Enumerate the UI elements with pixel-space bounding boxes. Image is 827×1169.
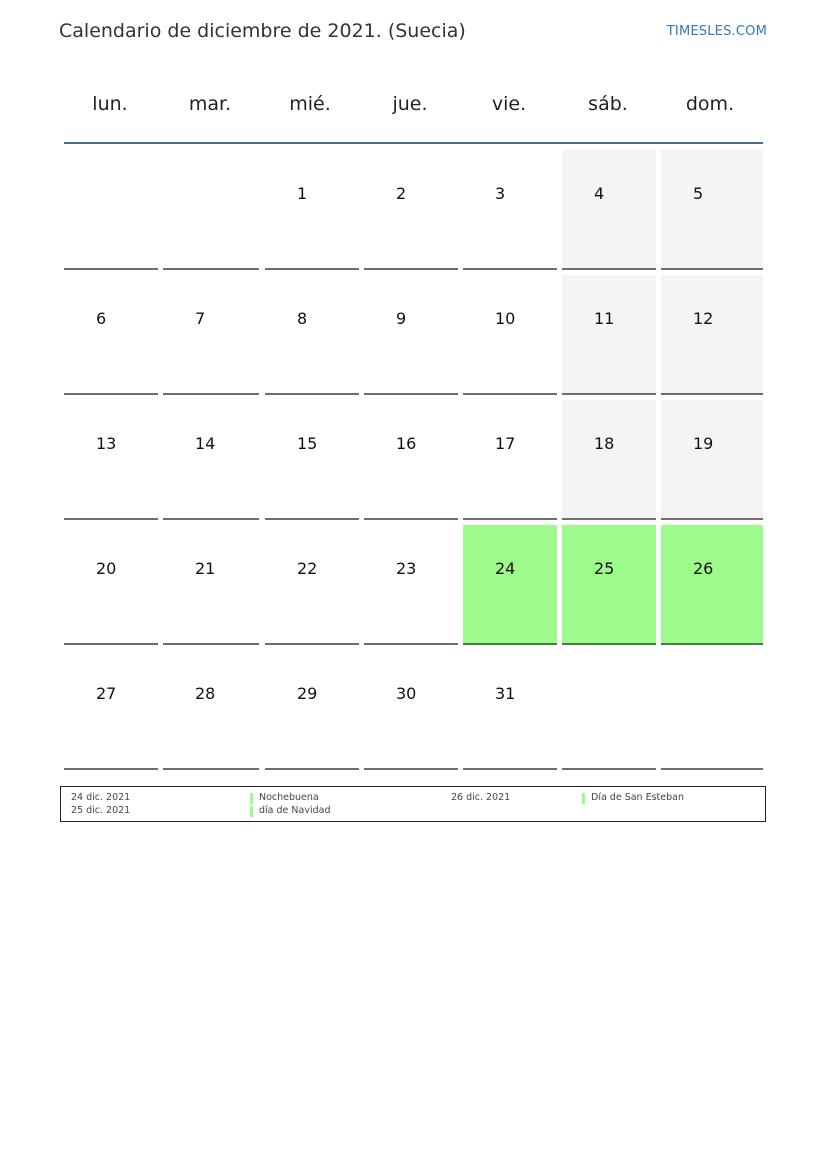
day-number: 10 [495, 309, 516, 328]
weekday-header [62, 78, 765, 130]
day-cell-15[interactable] [265, 400, 359, 520]
day-cell-22[interactable] [265, 525, 359, 645]
day-cell-2[interactable] [364, 150, 458, 270]
day-cell-14[interactable] [163, 400, 259, 520]
day-number: 17 [495, 434, 516, 453]
legend-date: 26 dic. 2021 [451, 792, 511, 803]
day-cell-20[interactable] [64, 525, 158, 645]
day-cell-12[interactable] [661, 275, 763, 395]
day-cell-11[interactable] [562, 275, 656, 395]
day-number: 9 [396, 309, 407, 328]
day-number: 21 [195, 559, 216, 578]
day-cell-1[interactable] [265, 150, 359, 270]
day-cell-23[interactable] [364, 525, 458, 645]
weekday-0: lun. [92, 93, 128, 115]
day-number: 31 [495, 684, 516, 703]
day-cell-19[interactable] [661, 400, 763, 520]
legend-date: 24 dic. 2021 [71, 792, 131, 803]
empty-day-cell [64, 150, 158, 270]
legend-holiday-name: Nochebuena [259, 792, 319, 803]
day-cell-21[interactable] [163, 525, 259, 645]
day-number: 24 [495, 559, 516, 578]
day-number: 16 [396, 434, 417, 453]
day-cell-29[interactable] [265, 650, 359, 770]
day-number: 6 [96, 309, 107, 328]
day-number: 3 [495, 184, 506, 203]
legend-date: 25 dic. 2021 [71, 805, 131, 816]
legend-holiday-name: día de Navidad [259, 805, 331, 816]
weekday-3: jue. [392, 93, 428, 115]
legend-color-marker [582, 793, 585, 804]
day-number: 14 [195, 434, 216, 453]
day-cell-26[interactable] [661, 525, 763, 645]
day-number: 11 [594, 309, 615, 328]
brand-link[interactable]: TIMESLES.COM [666, 24, 767, 39]
day-number: 19 [693, 434, 714, 453]
legend-holiday-name: Día de San Esteban [591, 792, 684, 803]
day-number: 12 [693, 309, 714, 328]
day-cell-25[interactable] [562, 525, 656, 645]
day-number: 7 [195, 309, 206, 328]
header-divider [64, 142, 763, 144]
weekday-6: dom. [685, 93, 735, 115]
day-cell-4[interactable] [562, 150, 656, 270]
empty-day-cell [163, 150, 259, 270]
day-cell-17[interactable] [463, 400, 557, 520]
day-number: 8 [297, 309, 308, 328]
day-cell-16[interactable] [364, 400, 458, 520]
day-number: 25 [594, 559, 615, 578]
day-cell-5[interactable] [661, 150, 763, 270]
day-cell-24[interactable] [463, 525, 557, 645]
weekday-1: mar. [188, 93, 232, 115]
day-number: 2 [396, 184, 407, 203]
day-number: 5 [693, 184, 704, 203]
weekday-2: mié. [289, 93, 331, 115]
day-number: 20 [96, 559, 117, 578]
day-number: 13 [96, 434, 117, 453]
page-title: Calendario de diciembre de 2021. (Suecia) [59, 20, 466, 42]
legend-color-marker [250, 793, 253, 804]
holiday-legend [60, 786, 766, 822]
day-cell-3[interactable] [463, 150, 557, 270]
day-number: 15 [297, 434, 318, 453]
legend-color-marker [250, 806, 253, 817]
day-cell-27[interactable] [64, 650, 158, 770]
day-cell-10[interactable] [463, 275, 557, 395]
day-number: 28 [195, 684, 216, 703]
day-cell-30[interactable] [364, 650, 458, 770]
day-number: 29 [297, 684, 318, 703]
weekday-5: sáb. [588, 93, 628, 115]
day-number: 26 [693, 559, 714, 578]
calendar-grid [64, 150, 764, 770]
empty-day-cell [562, 650, 656, 770]
day-cell-6[interactable] [64, 275, 158, 395]
day-number: 30 [396, 684, 417, 703]
day-cell-31[interactable] [463, 650, 557, 770]
empty-day-cell [661, 650, 763, 770]
day-cell-18[interactable] [562, 400, 656, 520]
day-number: 22 [297, 559, 318, 578]
weekday-4: vie. [491, 93, 527, 115]
day-cell-13[interactable] [64, 400, 158, 520]
day-number: 23 [396, 559, 417, 578]
day-cell-7[interactable] [163, 275, 259, 395]
day-cell-8[interactable] [265, 275, 359, 395]
day-cell-9[interactable] [364, 275, 458, 395]
day-number: 4 [594, 184, 605, 203]
day-cell-28[interactable] [163, 650, 259, 770]
day-number: 27 [96, 684, 117, 703]
day-number: 1 [297, 184, 308, 203]
day-number: 18 [594, 434, 615, 453]
